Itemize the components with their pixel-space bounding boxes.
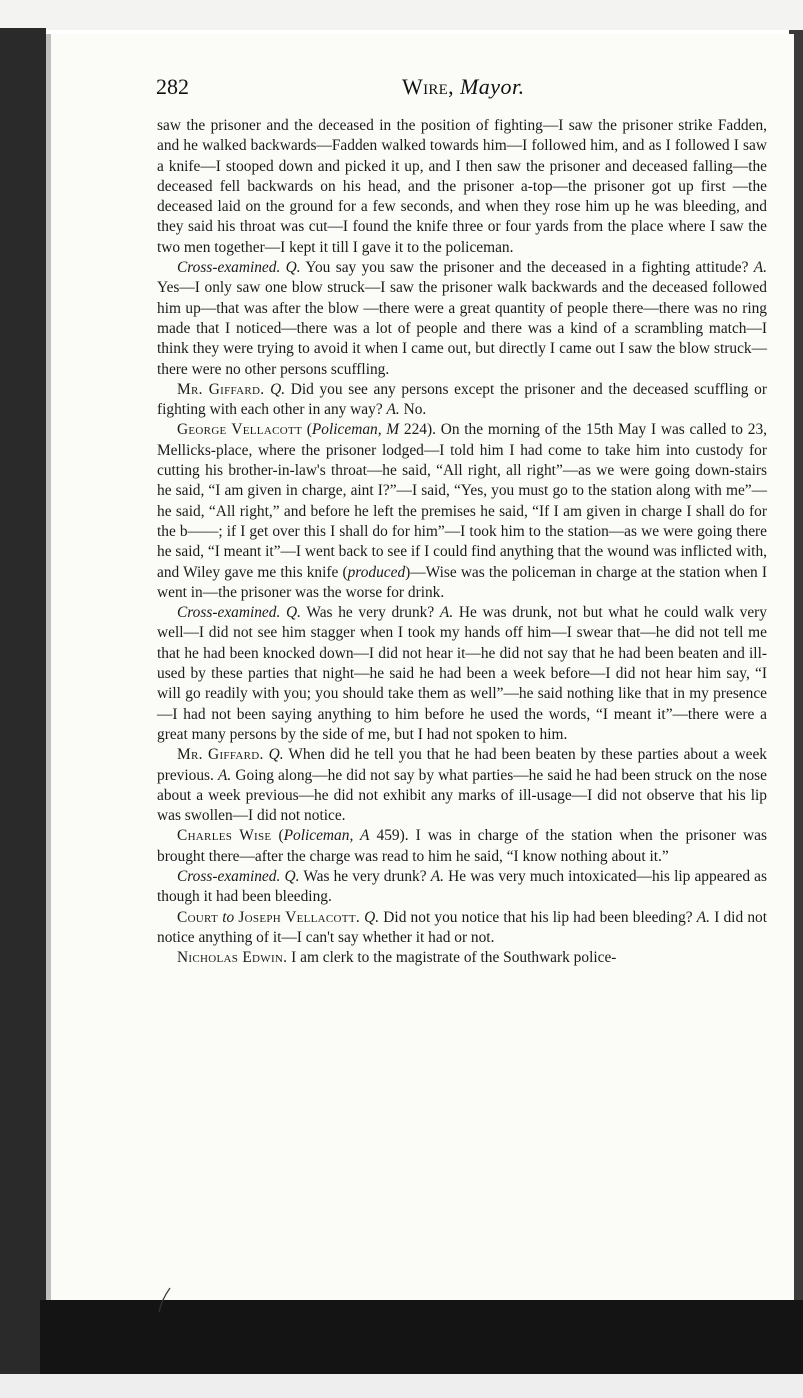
italic-text: Cross-examined. — [177, 259, 281, 277]
speaker-name: Mr. Giffard. — [177, 746, 264, 764]
text-run: I am clerk to the magistrate of the Southwark police- — [287, 949, 617, 967]
text-run: )—Wise was the policeman in charge at the station when I went in—the prisoner was the worse for drink. — [157, 563, 767, 601]
italic-text: A. — [430, 867, 444, 885]
italic-text: to — [222, 908, 235, 926]
text-run: He was drunk, not but what he could walk very well—I did not see him stagger when I took my hands off him—I swear that—he did not tell me that he had been knocked down—I did not hear it—he did not say that he had been beaten and ill-used by these parties that night—he said he had been a week before—I did not hear him say, “I will go readily with you; you should take them as well”—he said nothing like that in my presence—I had not been saying anything to him before he used the words, “I meant it”—there were a great many persons by the side of me, but I had not spoken to him. — [157, 604, 767, 743]
italic-text: Q. — [270, 380, 286, 398]
text-run: Going along—he did not say by what parties—he said he had been struck on the nose about a week previous—he did not exhibit any marks of ill-usage—I did not observe that his lip was swollen—I did not notice. — [157, 766, 768, 825]
paragraph — [157, 745, 767, 826]
text-run: Was he very drunk? — [299, 867, 431, 885]
pen-mark — [156, 1286, 176, 1314]
running-head-office: Mayor. — [459, 74, 525, 99]
scan-bottom-shadow — [40, 1300, 803, 1380]
text-run: You say you saw the prisoner and the deceased in a fighting attitude? — [300, 259, 754, 277]
running-head-surname: Wire, — [402, 74, 454, 99]
italic-text: A. — [439, 604, 454, 622]
paragraph — [157, 380, 767, 421]
italic-text: Q. — [364, 908, 380, 926]
text-run: ( — [271, 827, 284, 845]
italic-text: Cross-examined. — [177, 867, 281, 885]
scan-bottom-margin — [0, 1374, 803, 1398]
italic-text: Cross-examined. — [177, 604, 281, 622]
speaker-name: George Vellacott — [177, 421, 302, 439]
scan-top-margin — [0, 0, 803, 30]
italic-text: A. — [386, 401, 400, 419]
text-run: Did not you notice that his lip had been bleeding? — [379, 908, 697, 926]
text-run: 224). On the morning of the 15th May I was called to 23, Mellicks-place, where the prisoner lodged—I told him I had come to take him into custody for cutting his brother-in-law's throat—he said, “All right, all right”—as we were going down-stairs he said, “I am given in charge, aint I?”—I said, “Yes, you must go to the station along with me”—he said, “All right,” and before he left the premises he said, “If I am given in charge I shall do for the b——; if I get over this I shall do for him”—I took him to the station—as we were going there he said, “I meant it”—I went back to see if I could find anything that the wound was inflicted with, and Wiley gave me this knife ( — [157, 421, 767, 581]
italic-text: A. — [753, 259, 767, 277]
text-run: When did he tell you that he had been beaten by these parties about a week previous. — [157, 746, 767, 784]
speaker-name: Joseph Vellacott. — [238, 908, 360, 926]
italic-text: A. — [218, 766, 232, 784]
book-binding-edge — [0, 28, 46, 1374]
text-run: ( — [302, 421, 312, 439]
page-number: 282 — [156, 74, 189, 99]
italic-text: Q. — [285, 259, 301, 277]
paragraph — [157, 258, 767, 380]
italic-text: A. — [696, 908, 711, 926]
text-run: I did not notice anything of it—I can't say whether it had or not. — [157, 908, 767, 946]
running-head — [402, 74, 525, 100]
text-run: saw the prisoner and the deceased in the position of fighting—I saw the prisoner strike Fadden, and he walked backwards—Fadden walked towards him—I followed him, and as I followed I saw a knife—I stooped down and picked it up, and I then saw the prisoner and deceased falling—the deceased fell backwards on his head, and the prisoner a-top—the prisoner got up first —the deceased laid on the ground for a few seconds, and when they rose him up he was bleeding, and they said his throat was cut—I found the knife three or four yards from the place where I saw the two men together—I kept it till I gave it to the policeman. — [157, 117, 767, 256]
text-run: Did you see any persons except the prisoner and the deceased scuffling or fighting with each other in any way? — [157, 380, 767, 419]
page-body-text — [157, 116, 767, 968]
italic-text: Q. — [268, 746, 284, 764]
text-run: Yes—I only saw one blow struck—I saw the prisoner walk backwards and the deceased followed him up—that was after the blow —there were a great quantity of people there—there was no ring made that I noticed—there was a lot of people and there was a kind of a scrambling match—I think they were trying to avoid it when I came out, but directly I came out I saw the blow struck—there were no other persons scuffling. — [157, 279, 767, 378]
speaker-name: Charles Wise — [177, 827, 272, 845]
paragraph — [157, 603, 767, 745]
paragraph — [157, 826, 767, 867]
italic-text: Policeman, M — [311, 421, 400, 439]
italic-text: produced — [347, 563, 406, 581]
text-run: Was he very drunk? — [300, 604, 440, 622]
italic-text: Q. — [286, 604, 301, 622]
text-run: No. — [399, 401, 427, 419]
italic-text: Q. — [284, 867, 300, 885]
text-run: 459). I was in charge of the station when the prisoner was brought there—after the charge was read to him he said, “I know nothing about it.” — [157, 827, 767, 865]
italic-text: Policeman, A — [283, 827, 370, 845]
paragraph — [157, 908, 767, 949]
speaker-name: Mr. Giffard. — [177, 380, 265, 398]
paragraph — [157, 420, 767, 603]
paragraph — [157, 116, 767, 258]
paragraph — [157, 867, 767, 908]
paragraph — [157, 948, 767, 968]
speaker-name: Court — [177, 908, 219, 926]
text-run: He was very much intoxicated—his lip appeared as though it had been bleeding. — [157, 867, 767, 906]
speaker-name: Nicholas Edwin. — [177, 949, 288, 967]
